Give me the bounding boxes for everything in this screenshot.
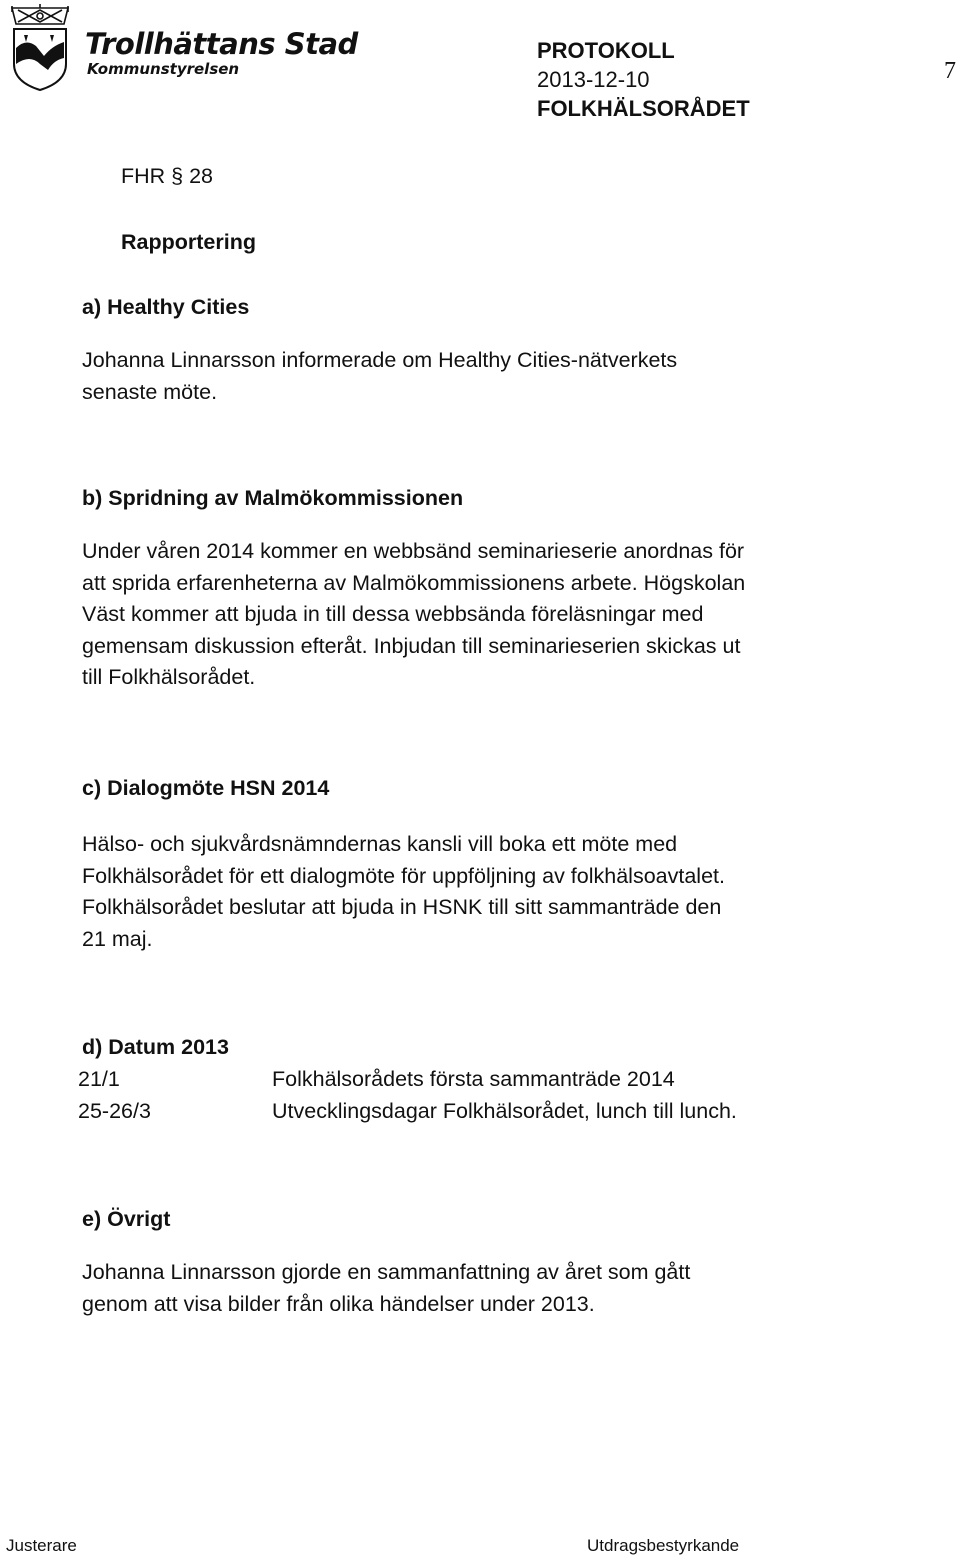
logo-wordmark [85, 28, 358, 78]
item-b-line: Under våren 2014 kommer en webbsänd seminarieserie anordnas för [82, 539, 745, 563]
item-c-body [82, 829, 882, 955]
item-c-line: Folkhälsorådet beslutar att bjuda in HSNK till sitt sammanträde den [82, 895, 722, 919]
item-e-line: Johanna Linnarsson gjorde en sammanfattning av året som gått [82, 1260, 691, 1284]
item-e-line: genom att visa bilder från olika händelser under 2013. [82, 1291, 595, 1316]
section-code: FHR § 28 [121, 164, 214, 188]
doc-date: 2013-12-10 [537, 67, 650, 92]
item-b-body [82, 536, 882, 694]
item-e-heading: e) Övrigt [82, 1207, 171, 1231]
item-b-line: gemensam diskussion efteråt. Inbjudan till seminarieserien skickas ut [82, 633, 741, 658]
item-b-line: att sprida erfarenheterna av Malmökommissionens arbete. Högskolan [82, 570, 746, 595]
page-number: 7 [944, 58, 956, 84]
item-c-line: Folkhälsorådet för ett dialogmöte för uppföljning av folkhälsoavtalet. [82, 863, 725, 888]
item-b-heading: b) Spridning av Malmökommissionen [82, 486, 464, 510]
date-cell: 21/1 [78, 1067, 120, 1091]
item-a-line: Johanna Linnarsson informerade om Healthy Cities-nätverkets [82, 348, 678, 372]
item-a-heading: a) Healthy Cities [82, 295, 250, 319]
item-c-line: 21 maj. [82, 926, 153, 951]
coat-of-arms-icon [4, 2, 76, 92]
footer-utdragsbestyrkande: Utdragsbestyrkande [587, 1536, 740, 1555]
item-c-heading: c) Dialogmöte HSN 2014 [82, 776, 330, 800]
date-description: Utvecklingsdagar Folkhälsorådet, lunch till lunch. [272, 1099, 737, 1123]
board-name: FOLKHÄLSORÅDET [537, 96, 750, 121]
org-name: Trollhättans Stad [85, 27, 358, 61]
item-a-body [82, 345, 882, 408]
section-title: Rapportering [121, 230, 256, 254]
org-unit: Kommunstyrelsen [87, 60, 240, 78]
date-cell: 25-26/3 [78, 1099, 151, 1123]
footer-justerare: Justerare [6, 1536, 77, 1555]
doc-type: PROTOKOLL [537, 38, 675, 63]
date-description: Folkhälsorådets första sammanträde 2014 [272, 1067, 675, 1091]
item-c-line: Hälso- och sjukvårdsnämndernas kansli vill boka ett möte med [82, 832, 678, 856]
item-d-heading: d) Datum 2013 [82, 1035, 229, 1059]
item-a-line: senaste möte. [82, 379, 218, 404]
document-header [537, 36, 750, 123]
item-e-body [82, 1257, 882, 1320]
item-b-line: Väst kommer att bjuda in till dessa webbsända föreläsningar med [82, 602, 704, 626]
item-b-line: till Folkhälsorådet. [82, 665, 256, 689]
